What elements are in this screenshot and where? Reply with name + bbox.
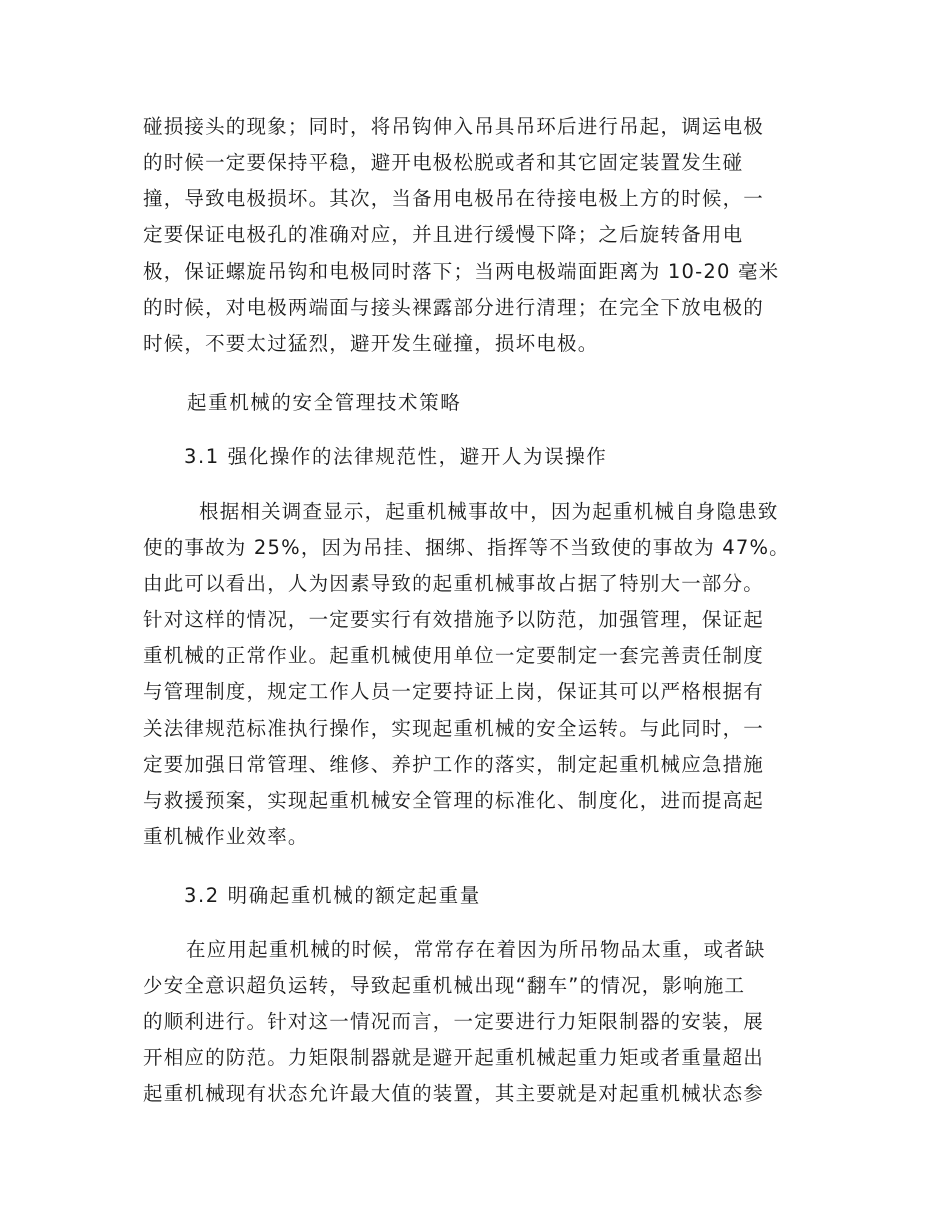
- subsection-heading-3-2: 3.2 明确起重机械的额定起重量: [184, 884, 481, 907]
- paragraph-3-line-2: 少安全意识超负运转，导致起重机械出现“翻车”的情况，影响施工: [143, 974, 746, 997]
- paragraph-1-line-2: 的时候一定要保持平稳，避开电极松脱或者和其它固定装置发生碰: [143, 151, 744, 174]
- subsection-heading-3-1: 3.1 强化操作的法律规范性，避开人为误操作: [184, 445, 608, 468]
- paragraph-2-line-4: 针对这样的情况，一定要实行有效措施予以防范，加强管理，保证起: [143, 608, 765, 631]
- paragraph-2-line-10: 重机械作业效率。: [143, 825, 309, 848]
- paragraph-1-line-6: 的时候，对电极两端面与接头裸露部分进行清理；在完全下放电极的: [143, 296, 765, 319]
- section-heading: 起重机械的安全管理技术策略: [187, 391, 462, 414]
- paragraph-2-line-3: 由此可以看出，人为因素导致的起重机械事故占据了特别大一部分。: [143, 572, 765, 595]
- paragraph-2-line-8: 定要加强日常管理、维修、养护工作的落实，制定起重机械应急措施: [143, 753, 765, 776]
- paragraph-2-line-6: 与管理制度，规定工作人员一定要持证上岗，保证其可以严格根据有: [143, 680, 765, 703]
- paragraph-2-line-5: 重机械的正常作业。起重机械使用单位一定要制定一套完善责任制度: [143, 644, 765, 667]
- paragraph-1-line-5: 极，保证螺旋吊钩和电极同时落下；当两电极端面距离为 10-20 毫米: [143, 260, 780, 283]
- paragraph-2-line-1: 根据相关调查显示，起重机械事故中，因为起重机械自身隐患致: [199, 500, 779, 523]
- paragraph-2-line-7: 关法律规范标准执行操作，实现起重机械的安全运转。与此同时，一: [143, 717, 765, 740]
- paragraph-1-line-3: 撞，导致电极损坏。其次，当备用电极吊在待接电极上方的时候，一: [143, 187, 765, 210]
- paragraph-3-line-3: 的顺利进行。针对这一情况而言，一定要进行力矩限制器的安装，展: [143, 1010, 765, 1033]
- paragraph-2-line-2: 使的事故为 25%，因为吊挂、捆绑、指挥等不当致使的事故为 47%。: [143, 536, 790, 559]
- paragraph-3-line-5: 起重机械现有状态允许最大值的装置，其主要就是对起重机械状态参: [143, 1082, 765, 1105]
- paragraph-1-line-7: 时候，不要太过猛烈，避开发生碰撞，损坏电极。: [143, 332, 599, 355]
- paragraph-3-line-4: 开相应的防范。力矩限制器就是避开起重机械起重力矩或者重量超出: [143, 1046, 765, 1069]
- paragraph-3-line-1: 在应用起重机械的时候，常常存在着因为所吊物品太重，或者缺: [186, 938, 766, 961]
- paragraph-2-line-9: 与救援预案，实现起重机械安全管理的标准化、制度化，进而提高起: [143, 789, 765, 812]
- paragraph-1-line-1: 碰损接头的现象；同时，将吊钩伸入吊具吊环后进行吊起，调运电极: [143, 115, 765, 138]
- paragraph-1-line-4: 定要保证电极孔的准确对应，并且进行缓慢下降；之后旋转备用电: [143, 223, 744, 246]
